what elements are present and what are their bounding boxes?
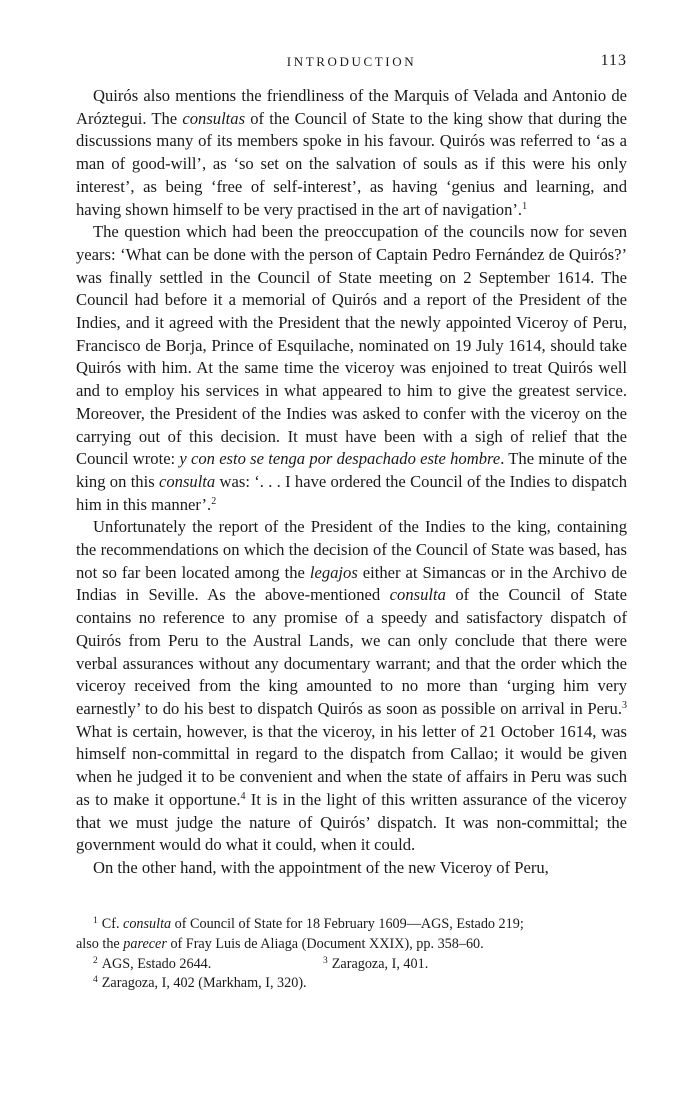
footnote-4: $^4$ Zaragoza, I, 402 (Markham, I, 320).: [93, 975, 307, 992]
footnote-number: 1: [93, 916, 98, 926]
paragraph: Unfortunately the report of the President of the Indies to the king, containing the recommendations on which the decision of the Council of State was based, has not so far been located among the legajos either at Simancas or in the Archivo de Indias in Seville. As the above-mentioned consulta of the Council of State contains no reference to any promise of a speedy and satisfactory dispatch of Quirós from Peru to the Austral Lands, we can only conclude that there were verbal assurances without any documentary warrant; and that the order which the viceroy received from the king amounted to no more than ‘urging him very earnestly’ to do his best to dispatch Quirós as soon as possible on arrival in Peru.$^3$ What is certain, however, is that the viceroy, in his letter of 21 October 1614, was himself non-committal in regard to the dispatch from Callao; it would be given when he judged it to be convenient and when the state of affairs in Peru was such as to make it opportune.$^4$ It is in the light of this written assurance of the viceroy that we must judge the nature of Quirós’ dispatch. It was non-committal; the government would do what it could, when it could.: [76, 517, 628, 855]
footnote-reference: 3: [622, 699, 627, 711]
footnote-1: $^1$ Cf. consulta of Council of State for 18 February 1609—AGS, Estado 219;: [93, 916, 524, 932]
paragraph: On the other hand, with the appointment of the new Viceroy of Peru,: [93, 857, 549, 877]
footnotes: [76, 915, 627, 994]
body-text: [76, 85, 627, 880]
footnote-number: 4: [93, 975, 98, 986]
running-head-title: INTRODUCTION: [286, 54, 417, 69]
italic-term: consulta: [158, 471, 216, 491]
italic-term: consulta: [389, 585, 446, 605]
footnote-number: 3: [323, 955, 328, 966]
footnote-3: $^3$ Zaragoza, I, 401.: [323, 955, 429, 972]
footnotes-2-3: [76, 955, 627, 975]
paragraph: The question which had been the preoccupation of the councils now for seven years: ‘What can be done with the person of Captain Pedro Fernández de Quirós?’ was finally settled in the Council of State meeting on 2 September 1614. The Council had before it a memorial of Quirós and a report of the President of the Indies, and it agreed with the President that the newly appointed Viceroy of Peru, Francisco de Borja, Prince of Esquilache, nominated on 19 July 1614, should take Quirós with him. At the same time the viceroy was enjoined to treat Quirós well and to employ his services in what appeared to him to give the greatest service. Moreover, the President of the Indies was asked to confer with the viceroy on the carrying out of this decision. It must have been with a sigh of relief that the Council wrote: y con esto se tenga por despachado este hombre. The minute of the king on this consulta was: ‘. . . I have ordered the Council of the Indies to dispatch him in this manner’.$^2$: [76, 222, 628, 514]
footnote-number: 2: [93, 955, 98, 966]
italic-term: legajos: [309, 562, 358, 582]
page-number: 113: [600, 52, 627, 69]
italic-term: y con esto se tenga por despachado este hombre: [179, 449, 501, 469]
footnote-reference: 1: [522, 200, 528, 212]
footnote-reference: 2: [211, 495, 217, 507]
italic-term: consultas: [182, 108, 246, 128]
footnote-1-continued: also the parecer of Fray Luis de Aliaga (Document XXIX), pp. 358–60.: [76, 935, 484, 952]
running-head: [76, 52, 627, 74]
paragraph: Quirós also mentions the friendliness of the Marquis of Velada and Antonio de Aróztegui. The consultas of the Council of State to the king show that during the discussions many of its members spoke in his favour. Quirós was referred to ‘as a man of good-will’, as ‘so set on the salvation of souls as if this were his only interest’, as being ‘free of self-interest’, as having ‘genius and learning, and having shown himself to be very practised in the art of navigation’.$^1$: [76, 86, 627, 219]
footnote-reference: 4: [240, 790, 246, 802]
footnote-2: $^2$ AGS, Estado 2644.: [93, 955, 212, 972]
